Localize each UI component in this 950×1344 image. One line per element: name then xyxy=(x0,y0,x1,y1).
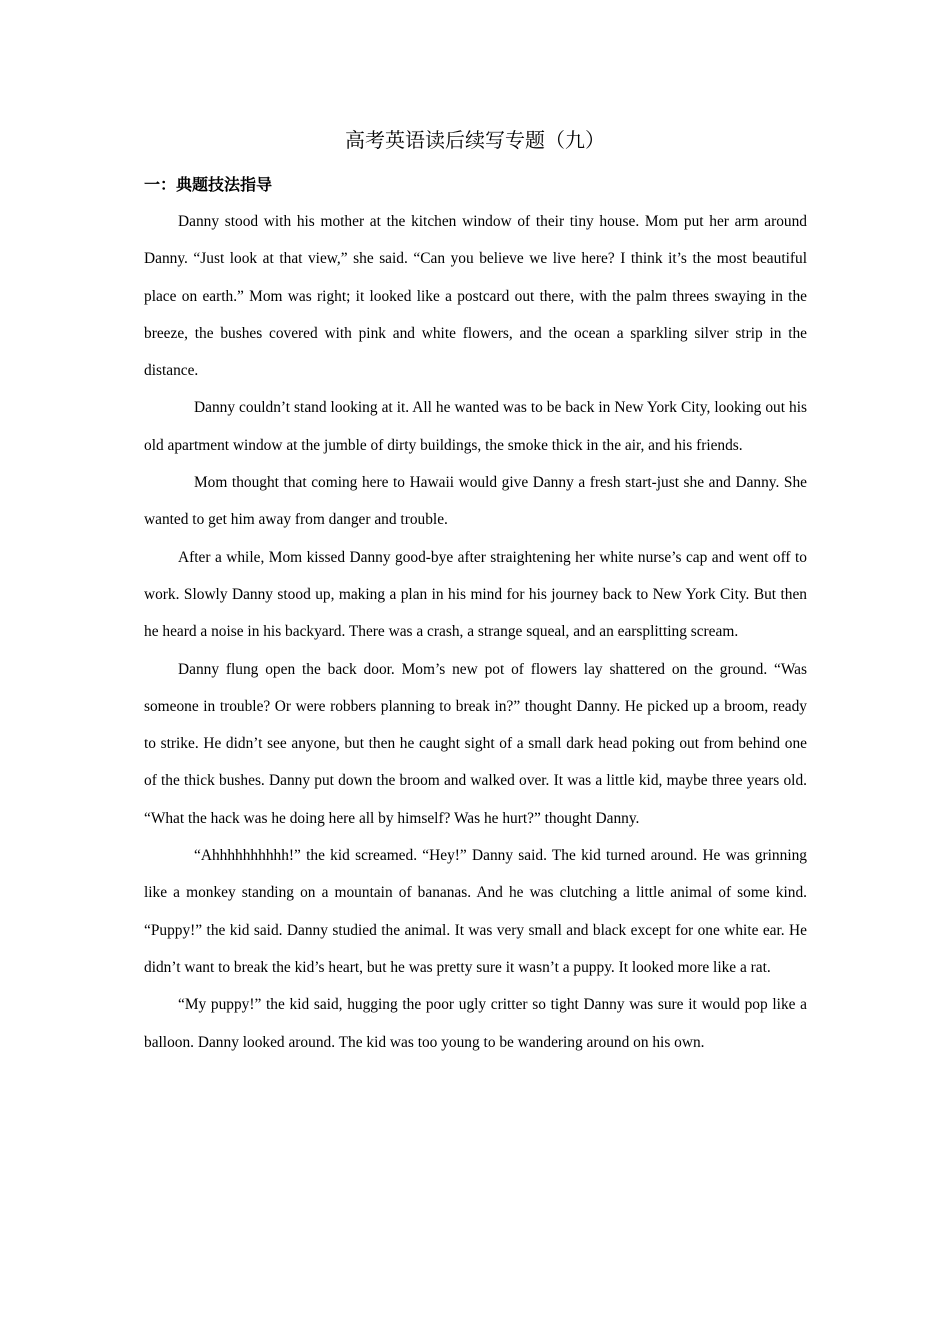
document-title: 高考英语读后续写专题（九） xyxy=(345,128,605,152)
story-paragraph-1: Danny stood with his mother at the kitchen window of their tiny house. Mom put her arm around Danny. “Just look at that view,” she said. “Can you believe we live here? I think it’s the most beautiful place on earth.” Mom was right; it looked like a postcard out there, with the palm threes swaying in the breeze, the bushes covered with pink and white flowers, and the ocean a sparkling silver strip in the distance. xyxy=(144,213,807,380)
story-paragraph-3: Mom thought that coming here to Hawaii would give Danny a fresh start-just she and Danny. She wanted to get him away from danger and trouble. xyxy=(144,474,807,529)
story-paragraph-6: “Ahhhhhhhhhh!” the kid screamed. “Hey!” Danny said. The kid turned around. He was grinning like a monkey standing on a mountain of bananas. And he was clutching a little animal of some kind. “Puppy!” the kid said. Danny studied the animal. It was very small and black except for one white ear. He didn’t want to break the kid’s heart, but he was pretty sure it wasn’t a puppy. It looked more like a rat. xyxy=(144,847,807,976)
story-paragraph-5: Danny flung open the back door. Mom’s new pot of flowers lay shattered on the ground. “Was someone in trouble? Or were robbers planning to break in?” thought Danny. He picked up a broom, ready to strike. He didn’t see anyone, but then he caught sight of a small dark head poking out from behind one of the thick bushes. Danny put down the broom and walked over. It was a little kid, maybe three years old. “What the hack was he doing here all by himself? Was he hurt?” thought Danny. xyxy=(144,660,807,827)
story-paragraph-2: Danny couldn’t stand looking at it. All he wanted was to be back in New York City, looking out his old apartment window at the jumble of dirty buildings, the smoke thick in the air, and his friends. xyxy=(144,399,807,454)
story-paragraph-4: After a while, Mom kissed Danny good-bye after straightening her white nurse’s cap and went off to work. Slowly Danny stood up, making a plan in his mind for his journey back to New York City. But then he heard a noise in his backyard. There was a crash, a strange squeal, and an earsplitting scream. xyxy=(144,548,807,641)
section-heading: 一：典题技法指导 xyxy=(144,175,273,194)
story-paragraph-7: “My puppy!” the kid said, hugging the poor ugly critter so tight Danny was sure it would pop like a balloon. Danny looked around. The kid was too young to be wandering around on his own. xyxy=(144,996,807,1051)
story-body xyxy=(144,203,807,1061)
